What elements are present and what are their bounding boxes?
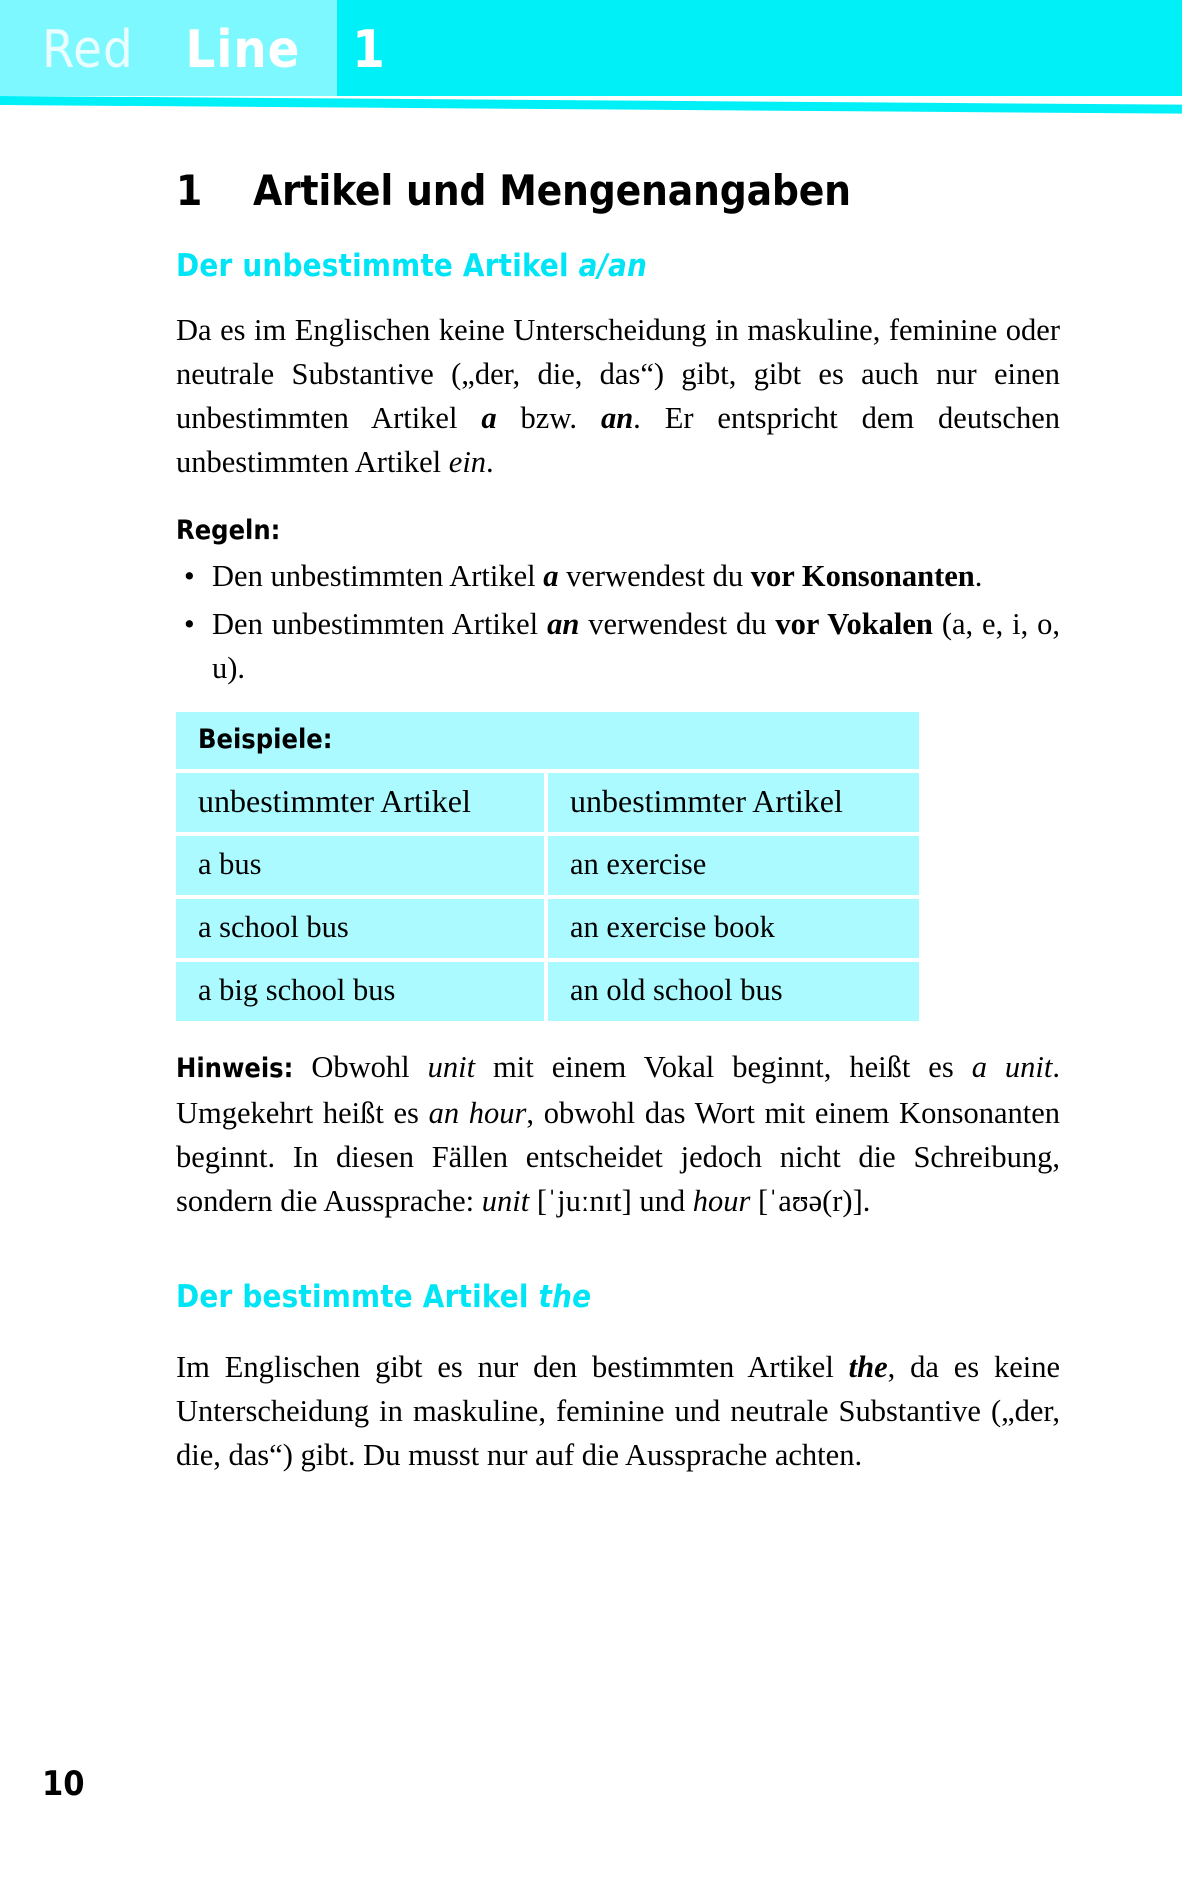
examples-table-caption: Beispiele: bbox=[176, 712, 919, 769]
intro-text-1: Da es im Englischen keine Unterscheidung in maskuline, feminine oder neutrale Substantive („der, die, das“) gibt, gibt es auch nur einen unbestimmten Artikel bbox=[176, 313, 1060, 435]
brand-word-red: Red bbox=[42, 20, 134, 80]
note-italic-hour: hour bbox=[692, 1184, 751, 1218]
brand-number: 1 bbox=[352, 20, 386, 80]
rule-strong-konsonanten: vor Konsonanten bbox=[750, 559, 975, 593]
definite-article-the: the bbox=[848, 1350, 888, 1384]
table-cell: a school bus bbox=[176, 899, 544, 958]
brand-word-line: Line bbox=[185, 20, 301, 80]
rule-emphasis-an: an bbox=[547, 607, 580, 641]
table-cell: a bus bbox=[176, 836, 544, 895]
note-phonetic-hour: [ˈaʊə(r)]. bbox=[750, 1184, 871, 1218]
note-text-4: , obwohl das Wort mit einem Konsonanten beginnt. In diesen Fällen entscheidet jedoch nicht die Schreibung, sondern die Aussprache: bbox=[176, 1096, 1060, 1218]
rules-label: Regeln: bbox=[176, 515, 281, 546]
table-row bbox=[176, 773, 919, 832]
examples-table bbox=[176, 712, 919, 1021]
rule-emphasis-a: a bbox=[543, 559, 559, 593]
note-italic-unit: unit bbox=[427, 1050, 476, 1084]
brand-title bbox=[42, 22, 386, 78]
intro-text-3: . Er entspricht dem deutschen unbestimmten Artikel bbox=[176, 401, 1060, 479]
rule-strong-vokalen: vor Vokalen bbox=[775, 607, 933, 641]
subheading-definite-article bbox=[176, 1279, 1060, 1315]
section-number: 1 bbox=[176, 166, 203, 215]
rule-text-1: Den unbestimmten Artikel bbox=[212, 559, 544, 593]
rule-text-2: verwendest du bbox=[558, 559, 751, 593]
rule-text-1: Den unbestimmten Artikel bbox=[212, 607, 548, 641]
definite-text-2: , da es keine Unterscheidung in maskuline, feminine und neutrale Substantive („der, die, das“) gibt. Du musst nur auf die Aussprache achten. bbox=[176, 1350, 1060, 1472]
subheading-text: Der unbestimmte Artikel bbox=[176, 248, 579, 284]
rule-text-2: verwendest du bbox=[579, 607, 776, 641]
note-italic-a-unit: a unit bbox=[971, 1050, 1053, 1084]
page-number: 10 bbox=[42, 1764, 85, 1804]
table-row bbox=[176, 962, 919, 1021]
subheading-indefinite-article bbox=[176, 248, 1060, 284]
note-text-2: mit einem Vokal beginnt, heißt es bbox=[475, 1050, 972, 1084]
definite-article-paragraph bbox=[176, 1345, 1060, 1477]
subheading-emphasis: the bbox=[538, 1279, 592, 1315]
table-column-header-2: unbestimmter Artikel bbox=[548, 773, 919, 832]
page-header bbox=[0, 0, 1182, 104]
table-row bbox=[176, 899, 919, 958]
bullet-icon: • bbox=[184, 559, 195, 593]
list-item bbox=[176, 554, 1060, 598]
table-row bbox=[176, 836, 919, 895]
page-title bbox=[176, 167, 1060, 215]
intro-article-an: an bbox=[600, 401, 634, 435]
rule-text-3: . bbox=[974, 559, 983, 593]
note-text-1: Obwohl bbox=[293, 1050, 428, 1084]
intro-paragraph bbox=[176, 308, 1060, 484]
intro-article-a: a bbox=[481, 401, 497, 435]
intro-text-2: bzw. bbox=[496, 401, 601, 435]
intro-article-ein: ein bbox=[448, 445, 487, 479]
table-cell: an exercise book bbox=[548, 899, 919, 958]
list-item bbox=[176, 602, 1060, 690]
table-cell: an exercise bbox=[548, 836, 919, 895]
note-label: Hinweis: bbox=[176, 1053, 294, 1084]
subheading-text: Der bestimmte Artikel bbox=[176, 1279, 539, 1315]
table-column-header-1: unbestimmter Artikel bbox=[176, 773, 544, 832]
bullet-icon: • bbox=[184, 607, 195, 641]
note-text-3: . Umgekehrt heißt es bbox=[176, 1050, 1060, 1130]
content-column bbox=[176, 104, 1060, 1477]
definite-text-1: Im Englischen gibt es nur den bestimmten Artikel bbox=[176, 1350, 849, 1384]
section-title-text: Artikel und Mengenangaben bbox=[253, 166, 851, 215]
table-cell: a big school bus bbox=[176, 962, 544, 1021]
table-cell: an old school bus bbox=[548, 962, 919, 1021]
note-paragraph bbox=[176, 1045, 1060, 1223]
note-phonetic-unit: [ˈjuːnɪt] und bbox=[529, 1184, 693, 1218]
note-italic-unit-2: unit bbox=[481, 1184, 530, 1218]
intro-text-4: . bbox=[486, 445, 494, 479]
subheading-emphasis: a/an bbox=[578, 248, 648, 284]
rule-text-3: (a, e, i, o, u). bbox=[212, 607, 1060, 685]
note-italic-an-hour: an hour bbox=[428, 1096, 527, 1130]
rules-list bbox=[176, 554, 1060, 690]
